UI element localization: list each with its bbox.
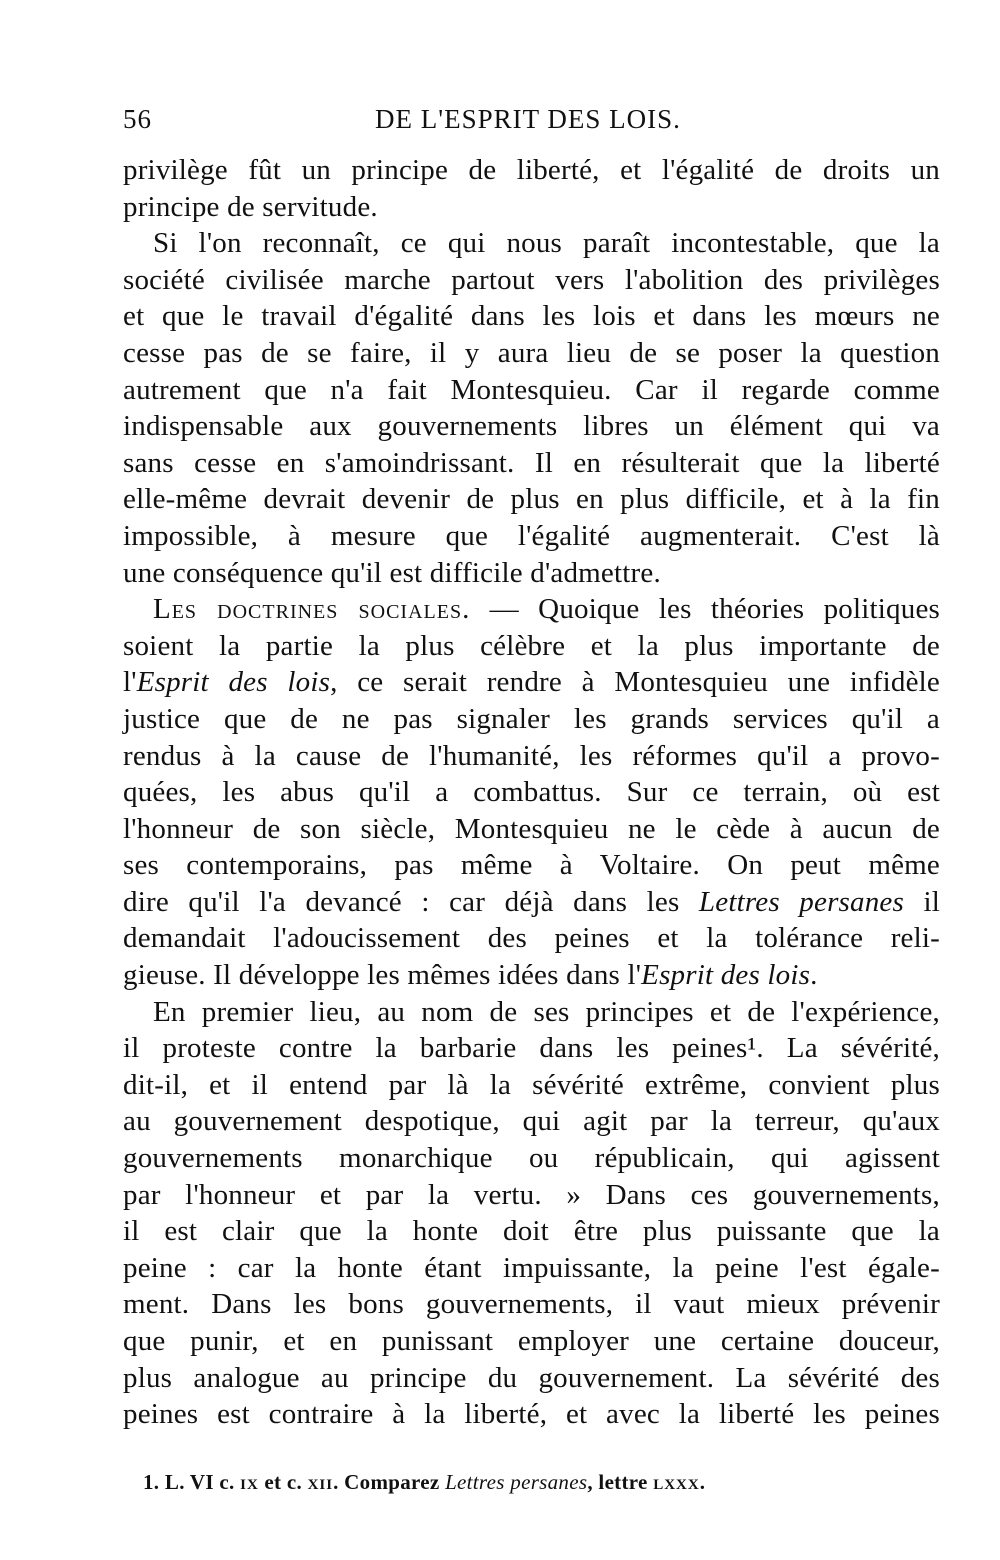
- small-caps-text: xii: [307, 1470, 334, 1494]
- text-segment: En premier lieu, au nom de ses principes et de l'expérience,: [153, 995, 940, 1028]
- text-line: [123, 225, 940, 262]
- text-line: [123, 1140, 940, 1177]
- text-segment: au gouvernement despotique, qui agit par la terreur, qu'aux: [123, 1105, 940, 1138]
- running-title: DE L'ESPRIT DES LOIS.: [375, 104, 681, 134]
- text-segment: et c.: [258, 1470, 308, 1494]
- small-caps-text: lxxx: [653, 1470, 700, 1494]
- text-line: [123, 994, 940, 1031]
- text-segment: 1. L. VI c.: [143, 1470, 241, 1494]
- footnote: [143, 1470, 705, 1495]
- text-line: [123, 1360, 940, 1397]
- text-line: [123, 847, 940, 884]
- text-line: [123, 884, 940, 921]
- text-segment: sans cesse en s'amoindrissant. Il en résulterait que la liberté: [123, 446, 940, 479]
- text-segment: rendus à la cause de l'humanité, les réformes qu'il a provo-: [123, 739, 940, 772]
- text-segment: justice que de ne pas signaler les grands services qu'il a: [123, 702, 940, 735]
- text-line: [123, 1250, 940, 1287]
- small-caps-text: ix: [240, 1470, 259, 1494]
- text-line: [123, 811, 940, 848]
- text-segment: Si l'on reconnaît, ce qui nous paraît incontestable, que la: [153, 227, 940, 260]
- text-segment: par l'honneur et par la vertu. » Dans ces gouvernements,: [123, 1178, 940, 1211]
- text-segment: plus analogue au principe du gouvernement. La sévérité des: [123, 1361, 940, 1394]
- text-line: [123, 408, 940, 445]
- text-segment: soient la partie la plus célèbre et la plus importante de: [123, 629, 940, 662]
- text-line: [123, 738, 940, 775]
- text-segment: et que le travail d'égalité dans les lois et dans les mœurs ne: [123, 300, 940, 333]
- text-line: [123, 481, 940, 518]
- text-line: [123, 591, 940, 628]
- text-segment: ment. Dans les bons gouvernements, il vaut mieux prévenir: [123, 1288, 940, 1321]
- text-segment: privilège fût un principe de liberté, et l'égalité de droits un: [123, 154, 940, 186]
- text-segment: peines est contraire à la liberté, et avec la liberté les peines: [123, 1398, 940, 1431]
- text-line: [123, 262, 940, 299]
- page-number: 56: [123, 104, 152, 134]
- text-line: [123, 555, 940, 592]
- text-segment: il est clair que la honte doit être plus puissante que la: [123, 1215, 940, 1248]
- text-line: [123, 1286, 940, 1323]
- text-line: [123, 1323, 940, 1360]
- text-line: [123, 774, 940, 811]
- text-line: [123, 1177, 940, 1214]
- text-segment: impossible, à mesure que l'égalité augmenterait. C'est là: [123, 519, 940, 552]
- text-segment: l'honneur de son siècle, Montesquieu ne le cède à aucun de: [123, 812, 940, 845]
- text-segment: il: [904, 885, 941, 918]
- text-line: [123, 189, 940, 226]
- text-segment: ses contemporains, pas même à Voltaire. On peut même: [123, 849, 940, 882]
- text-segment: l': [123, 666, 137, 699]
- text-segment: société civilisée marche partout vers l'abolition des privilèges: [123, 263, 940, 296]
- text-segment: quées, les abus qu'il a combattus. Sur ce terrain, où est: [123, 776, 940, 809]
- body-text: [123, 152, 940, 1433]
- text-segment: indispensable aux gouvernements libres un élément qui va: [123, 410, 940, 443]
- text-line: [123, 664, 940, 701]
- text-line: [123, 335, 940, 372]
- text-segment: autrement que n'a fait Montesquieu. Car il regarde comme: [123, 373, 940, 406]
- text-segment: . Comparez: [333, 1470, 446, 1494]
- italic-title: Esprit des lois: [641, 959, 811, 992]
- text-line: [123, 920, 940, 957]
- text-line: [123, 152, 940, 189]
- text-line: [123, 957, 940, 994]
- text-line: [123, 1067, 940, 1104]
- text-line: [123, 1396, 940, 1433]
- text-segment: principe de servitude.: [123, 190, 378, 223]
- text-line: [123, 298, 940, 335]
- text-segment: il proteste contre la barbarie dans les peines¹. La sévérité,: [123, 1032, 940, 1065]
- text-segment: une conséquence qu'il est difficile d'admettre.: [123, 556, 661, 589]
- small-caps-text: Les doctrines sociales.: [153, 593, 471, 626]
- text-segment: dit-il, et il entend par là la sévérité extrême, convient plus: [123, 1068, 940, 1101]
- text-segment: demandait l'adoucissement des peines et la tolérance reli-: [123, 922, 940, 955]
- text-segment: gouvernements monarchique ou républicain, qui agissent: [123, 1142, 940, 1175]
- text-segment: cesse pas de se faire, il y aura lieu de se poser la question: [123, 336, 940, 369]
- text-segment: que punir, et en punissant employer une certaine douceur,: [123, 1325, 940, 1357]
- text-segment: gieuse. Il développe les mêmes idées dans l': [123, 959, 642, 992]
- text-segment: — Quoique les théories politiques: [470, 593, 940, 626]
- text-line: [123, 372, 940, 409]
- italic-title: Esprit des lois: [136, 666, 331, 699]
- text-line: [123, 701, 940, 738]
- italic-title: Lettres persanes: [445, 1470, 588, 1494]
- text-line: [123, 445, 940, 482]
- text-line: [123, 1103, 940, 1140]
- text-segment: elle-même devrait devenir de plus en plus difficile, et à la fin: [123, 483, 940, 516]
- text-segment: dire qu'il l'a devancé : car déjà dans les: [123, 885, 699, 918]
- text-segment: .: [699, 1470, 706, 1494]
- text-line: [123, 518, 940, 555]
- italic-title: Lettres persanes: [698, 885, 904, 918]
- text-segment: .: [810, 959, 818, 992]
- text-segment: , lettre: [587, 1470, 654, 1494]
- text-segment: peine : car la honte étant impuissante, la peine l'est égale-: [123, 1251, 940, 1284]
- text-line: [123, 1213, 940, 1250]
- text-segment: , ce serait rendre à Montesquieu une infidèle: [330, 666, 940, 699]
- text-line: [123, 628, 940, 665]
- text-line: [123, 1030, 940, 1067]
